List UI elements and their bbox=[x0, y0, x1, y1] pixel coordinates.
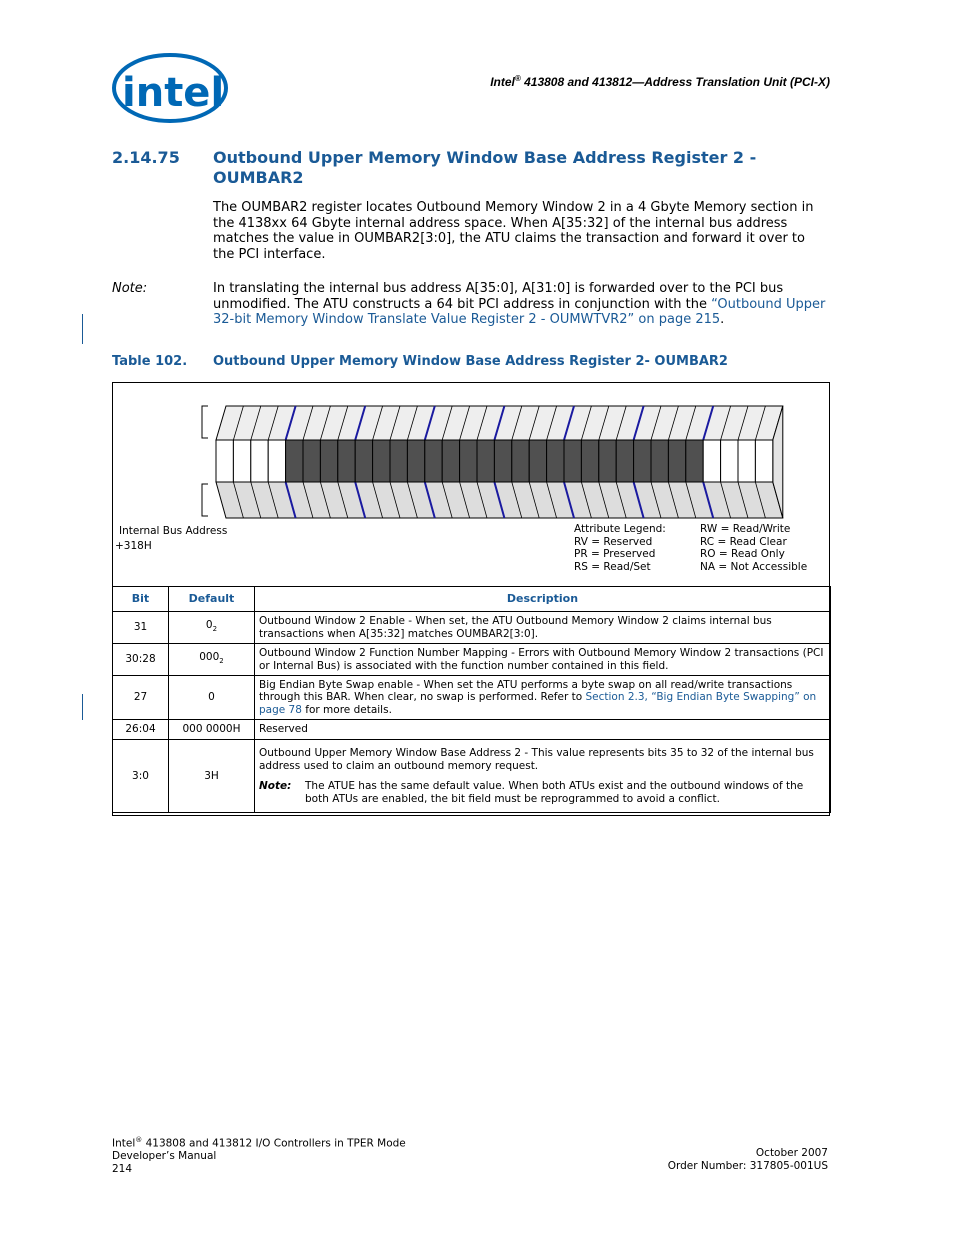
register-bit-cell bbox=[216, 440, 233, 482]
register-bit-cell bbox=[425, 440, 442, 482]
legend-row: PR = Preserved RO = Read Only bbox=[574, 548, 785, 560]
register-bit-cell bbox=[390, 440, 407, 482]
register-bit-cell bbox=[703, 440, 720, 482]
register-bit-cell bbox=[581, 440, 598, 482]
legend-row: Attribute Legend: RW = Read/Write bbox=[574, 523, 791, 535]
table-row bbox=[113, 676, 831, 720]
register-description-table bbox=[112, 586, 831, 813]
description-cell bbox=[255, 740, 831, 813]
internal-bus-address-label: Internal Bus Address bbox=[119, 525, 228, 537]
attribute-legend bbox=[574, 523, 807, 573]
register-bit-cell bbox=[651, 440, 668, 482]
register-bit-cell bbox=[268, 440, 285, 482]
register-bit-cell bbox=[407, 440, 424, 482]
default-cell: $000_2$ bbox=[169, 644, 255, 676]
cell-note-label: Note: bbox=[259, 780, 292, 792]
cell-note-text: The ATUE has the same default value. When both ATUs exist and the outbound windows of the both ATUs are enabled, the bit field must be reprogrammed to avoid a conflict. bbox=[305, 780, 804, 805]
register-bit-cell bbox=[721, 440, 738, 482]
col-bit: Bit bbox=[113, 587, 169, 612]
description-cell: Reserved bbox=[255, 720, 831, 740]
table-row bbox=[113, 720, 831, 740]
footer-manual: Developer’s Manual bbox=[112, 1150, 217, 1162]
bit-cell: 30:28 bbox=[113, 644, 169, 676]
default-cell: 0 bbox=[169, 676, 255, 720]
register-bit-cell bbox=[442, 440, 459, 482]
register-bit-cell bbox=[338, 440, 355, 482]
running-header: Intel® 413808 and 413812—Address Translation Unit (PCI-X) bbox=[490, 74, 830, 89]
logo-text: intel bbox=[122, 70, 225, 116]
bit-cell: 27 bbox=[113, 676, 169, 720]
footer-product: Intel® 413808 and 413812 I/O Controllers in TPER Mode bbox=[112, 1136, 406, 1150]
table-title: Outbound Upper Memory Window Base Address Register 2- OUMBAR2 bbox=[213, 354, 728, 369]
register-bit-cell bbox=[755, 440, 772, 482]
default-cell: 3H bbox=[169, 740, 255, 813]
section-number: 2.14.75 bbox=[112, 148, 180, 167]
footer-order-number: Order Number: 317805-001US bbox=[667, 1159, 828, 1172]
table-number: Table 102. bbox=[112, 354, 188, 369]
description-text: Outbound Upper Memory Window Base Address 2 - This value represents bits 35 to 32 of the internal bus address used to claim an outbound memory request. bbox=[259, 747, 814, 772]
register-offset: +318H bbox=[115, 540, 152, 552]
footer-left bbox=[112, 1134, 406, 1175]
description-cell: Big Endian Byte Swap enable - When set the ATU performs a byte swap on all read/write transactions through this BAR. When clear, no swap is performed. Refer to Section 2.3, “Big Endian Byte Swapping” on page 78 for more details. bbox=[255, 676, 831, 720]
section-body: The OUMBAR2 register locates Outbound Memory Window 2 in a 4 Gbyte Memory section in the 4138xx 64 Gbyte internal address space. When A[35:32] of the internal bus address matches the value in OUMBAR2[3:0], the ATU claims the transaction and forward it over to the PCI interface. bbox=[213, 200, 814, 262]
register-bit-cell bbox=[616, 440, 633, 482]
oumwtvr2-link[interactable]: “Outbound Upper 32-bit Memory Window Translate Value Register 2 - OUMWTVR2” on page 215 bbox=[213, 296, 826, 327]
table-row bbox=[113, 612, 831, 644]
bit-cell: 26:04 bbox=[113, 720, 169, 740]
register-bit-cell bbox=[477, 440, 494, 482]
description-cell: Outbound Window 2 Function Number Mapping - Errors with Outbound Memory Window 2 transactions (PCI or Internal Bus) is associated with the function number contained in this field. bbox=[255, 644, 831, 676]
register-bit-cell bbox=[233, 440, 250, 482]
note-text: In translating the internal bus address A[35:0], A[31:0] is forwarded over to the PCI bus unmodified. The ATU constructs a 64 bit PCI address in conjunction with the “Outbound Upper 32-bit Memory Window Translate Value Register 2 - OUMWTVR2” on page 215. bbox=[213, 281, 826, 327]
col-description: Description bbox=[255, 587, 831, 612]
change-bar bbox=[82, 694, 83, 720]
footer-right bbox=[560, 1147, 828, 1172]
default-cell: $0_2$ bbox=[169, 612, 255, 644]
register-bit-cell bbox=[634, 440, 651, 482]
register-bit-cell bbox=[355, 440, 372, 482]
note-label: Note: bbox=[112, 281, 148, 296]
register-bit-cell bbox=[460, 440, 477, 482]
byte-swap-link[interactable]: Section 2.3, “Big Endian Byte Swapping” on page 78 bbox=[259, 691, 817, 716]
change-bar bbox=[82, 314, 83, 344]
register-bit-cell bbox=[286, 440, 303, 482]
footer-date: October 2007 bbox=[755, 1147, 828, 1159]
register-bit-cell bbox=[599, 440, 616, 482]
register-bit-cell bbox=[373, 440, 390, 482]
section-title: Outbound Upper Memory Window Base Address Register 2 - OUMBAR2 bbox=[213, 148, 757, 187]
register-bit-cell bbox=[303, 440, 320, 482]
register-bit-cell bbox=[564, 440, 581, 482]
legend-row: RS = Read/Set NA = Not Accessible bbox=[574, 560, 808, 573]
page-number: 214 bbox=[112, 1162, 133, 1175]
bit-cell: 3:0 bbox=[113, 740, 169, 813]
cell-note bbox=[259, 780, 826, 805]
table-row bbox=[113, 644, 831, 676]
description-cell: Outbound Window 2 Enable - When set, the ATU Outbound Memory Window 2 claims internal bus transactions when A[35:32] matches OUMBAR2[3:0]. bbox=[255, 612, 831, 644]
table-header-row bbox=[113, 587, 831, 612]
register-bit-cell bbox=[686, 440, 703, 482]
register-bit-cell bbox=[738, 440, 755, 482]
register-bit-cell bbox=[668, 440, 685, 482]
intel-logo bbox=[108, 48, 228, 128]
table-row bbox=[113, 740, 831, 813]
register-bit-cell bbox=[529, 440, 546, 482]
default-cell: 000 0000H bbox=[169, 720, 255, 740]
register-bit-cell bbox=[494, 440, 511, 482]
register-bit-cell bbox=[512, 440, 529, 482]
legend-row: RV = Reserved RC = Read Clear bbox=[574, 535, 787, 548]
register-bit-cell bbox=[251, 440, 268, 482]
register-bit-cell bbox=[320, 440, 337, 482]
col-default: Default bbox=[169, 587, 255, 612]
bit-cell: 31 bbox=[113, 612, 169, 644]
register-bit-cell bbox=[547, 440, 564, 482]
